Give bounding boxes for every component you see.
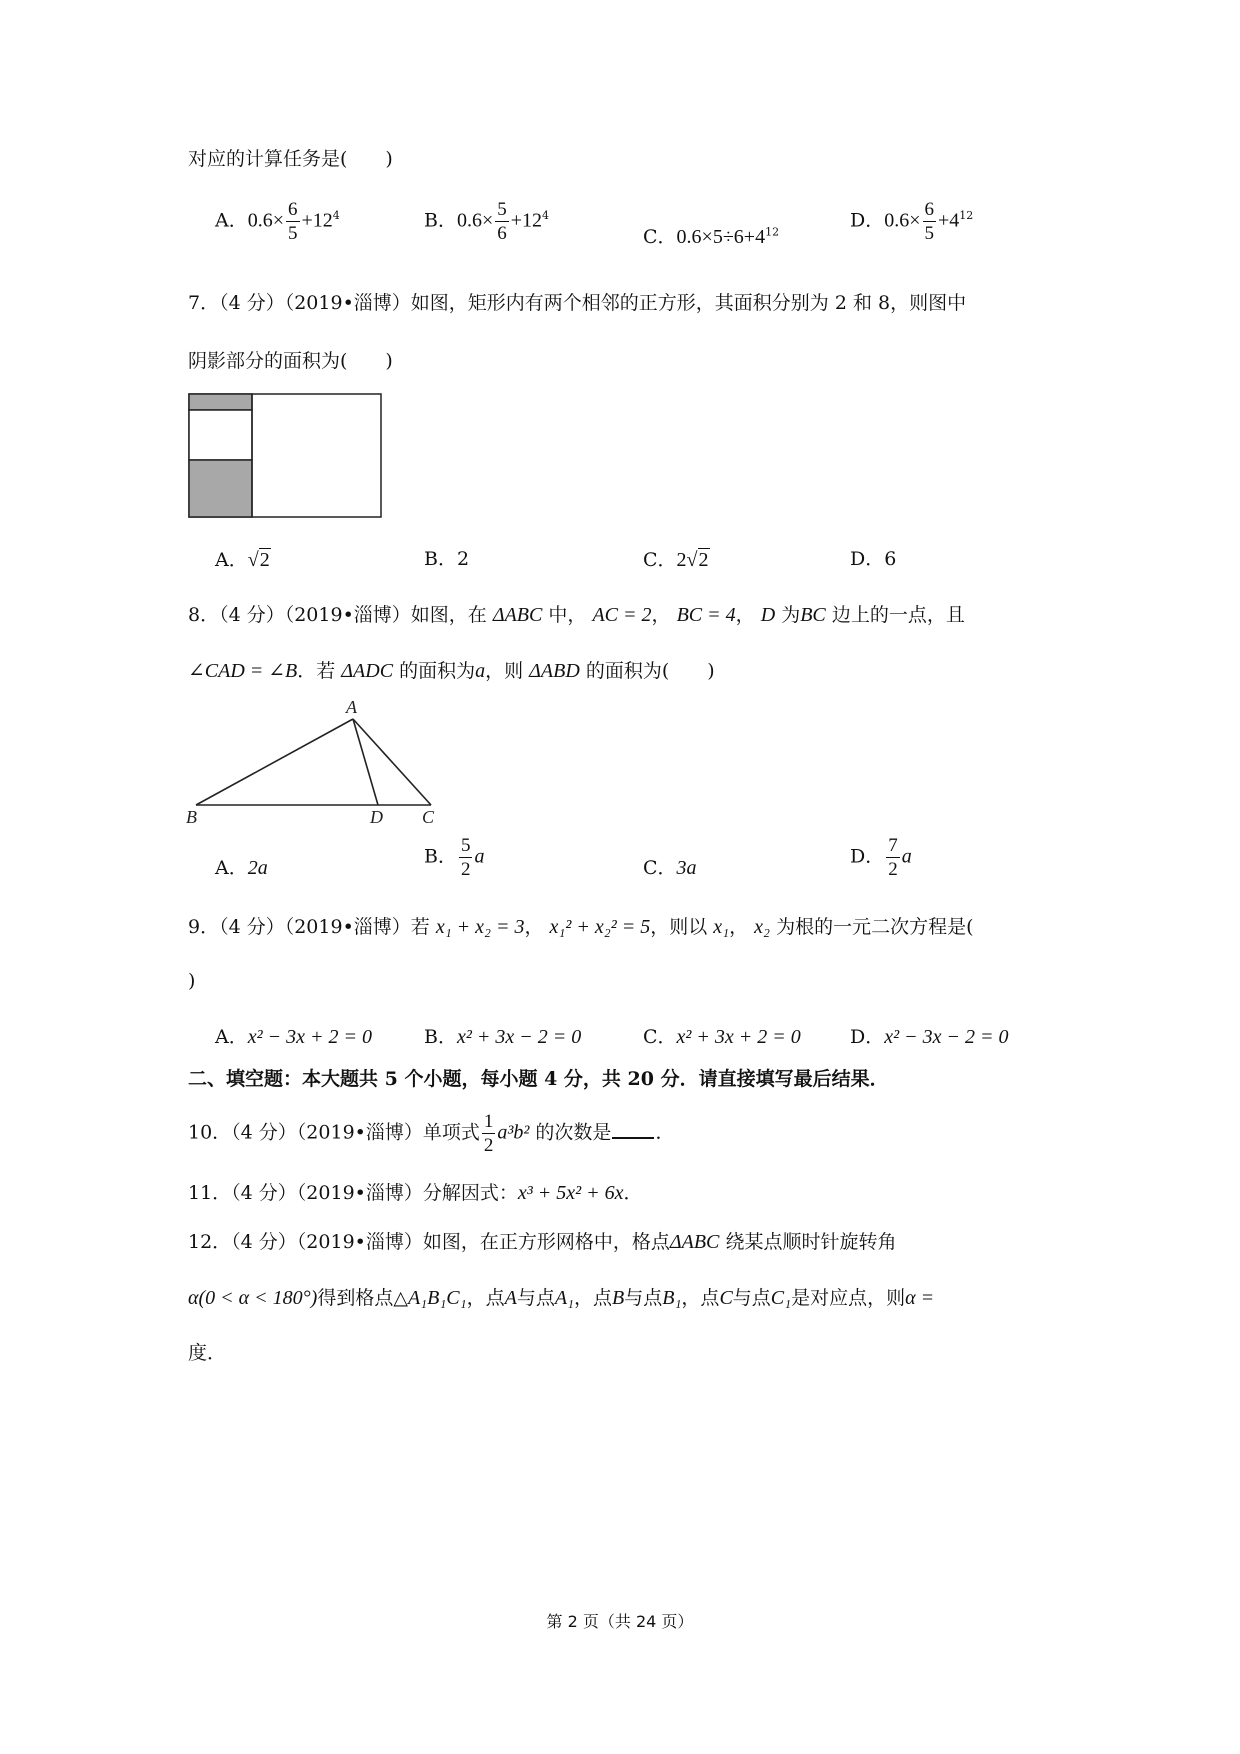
q12-stem-line1: 12．（4 分）（2019•淄博）如图，在正方形网格中，格点ΔABC 绕某点顺时针旋转角 — [188, 1231, 897, 1253]
q9-stem-line1: 9．（4 分）（2019•淄博）若 x₁ + x₂ = 3， x₁² + x₂² = 5，则以 x₁， x₂ 为根的一元二次方程是( — [188, 916, 974, 938]
q6-option-d[interactable]: D．0.6× $\frac{6}{5}$ $+4^{12}$ — [850, 199, 974, 244]
q7-option-c[interactable]: C．2√2 — [643, 549, 709, 571]
q9-option-c[interactable]: C．x² + 3x + 2 = 0 — [643, 1026, 801, 1048]
q7-option-a[interactable]: A．√2 — [215, 549, 270, 571]
q7-stem-line1: 7．（4 分）（2019•淄博）如图，矩形内有两个相邻的正方形，其面积分别为 2 和 8，则图中 — [188, 292, 967, 314]
q8-stem-line1: 8．（4 分）（2019•淄博）如图，在 ΔABC 中， AC = 2， BC = 4， D 为BC 边上的一点，且 — [188, 604, 965, 626]
q6-option-a[interactable]: A．0.6× $\frac{6}{5}$ $+12^4$ — [215, 199, 340, 244]
q8-side-ab — [196, 719, 353, 805]
q8-stem-line2: ∠CAD = ∠B．若 ΔADC 的面积为a，则 ΔABD 的面积为( ) — [188, 660, 715, 682]
q8-triangle-figure — [182, 695, 442, 825]
q9-stem-line2: ) — [188, 970, 196, 992]
q7-figure — [188, 393, 384, 521]
q8-label-d: D — [370, 807, 383, 825]
q8-label-c: C — [422, 807, 435, 825]
q12-stem-line3: 度． — [188, 1342, 227, 1364]
page-footer: 第 2 页（共 24 页） — [546, 1612, 694, 1631]
q12-stem-line2: α(0 < α < 180°)得到格点△A₁B₁C₁，点A与点A₁，点B与点B₁，点C与点C₁是对应点，则α = — [188, 1287, 935, 1309]
q7-shaded-top — [189, 394, 252, 410]
q7-stem-line2: 阴影部分的面积为( ) — [188, 350, 393, 372]
q7-shaded-bottom — [189, 460, 252, 517]
q7-small-square — [189, 410, 252, 460]
q8-option-c[interactable]: C．3a — [643, 857, 697, 879]
q8-label-a: A — [346, 697, 357, 717]
q9-option-d[interactable]: D．x² − 3x − 2 = 0 — [850, 1026, 1009, 1048]
q10-stem: 10．（4 分）（2019•淄博）单项式 $\frac{1}{2}$ a³b² 的次数是 ． — [188, 1111, 675, 1156]
q7-option-d[interactable]: D．6 — [850, 548, 897, 570]
q6-tail: 对应的计算任务是( ) — [188, 148, 393, 170]
q9-option-a[interactable]: A．x² − 3x + 2 = 0 — [215, 1026, 372, 1048]
q6-option-b[interactable]: B．0.6× $\frac{5}{6}$ $+12^4$ — [424, 199, 550, 244]
q11-stem: 11．（4 分）（2019•淄博）分解因式：x³ + 5x² + 6x． — [188, 1182, 643, 1204]
q6-option-c[interactable]: C．$0.6\times 5\div 6+4^{12}$ — [643, 225, 780, 248]
q8-option-b[interactable]: B． $\frac{5}{2}$ a — [424, 835, 485, 880]
q8-option-a[interactable]: A．2a — [215, 857, 268, 879]
q8-label-b: B — [186, 807, 197, 825]
q7-option-b[interactable]: B．2 — [424, 548, 470, 570]
q9-option-b[interactable]: B．x² + 3x − 2 = 0 — [424, 1026, 582, 1048]
q10-answer-blank[interactable] — [612, 1121, 654, 1139]
q8-option-d[interactable]: D． $\frac{7}{2}$ a — [850, 835, 912, 880]
section-2-heading: 二、填空题：本大题共 5 个小题，每小题 4 分，共 20 分．请直接填写最后结果． — [188, 1068, 889, 1090]
